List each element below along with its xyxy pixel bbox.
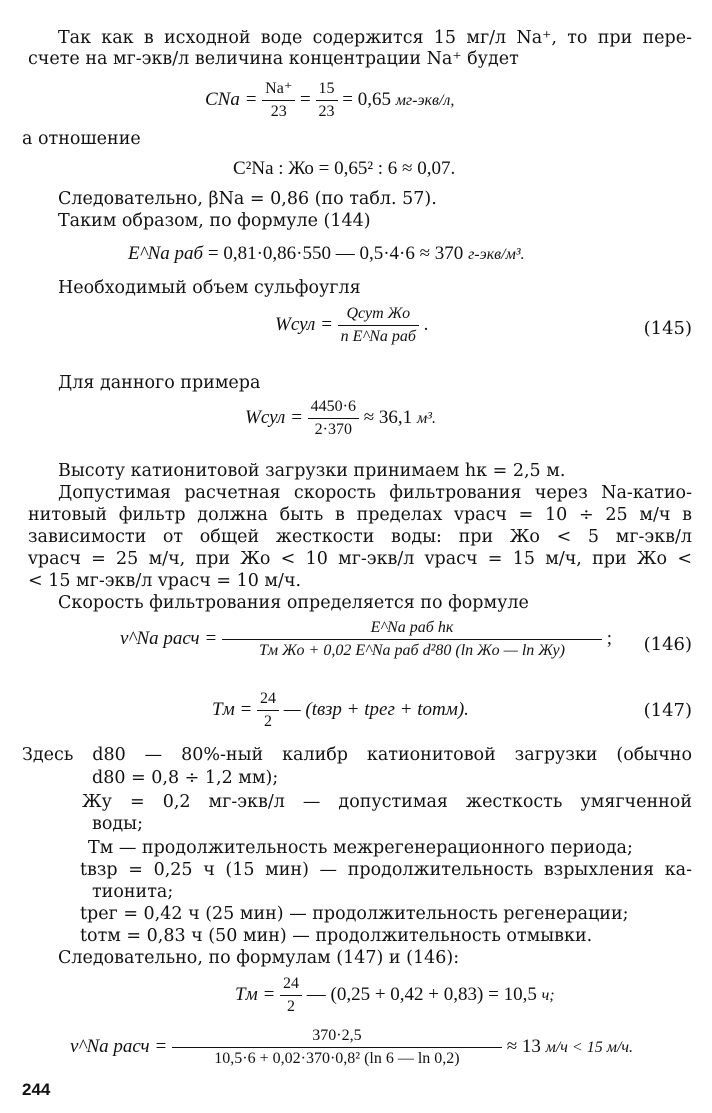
fraction: $\frac{4450\cdot 6}{2\cdot 370}$ <box>308 396 359 441</box>
formula-concentration: CNa = $\frac{Na^+}{23}$ = $\frac{15}{23}$ = 0,65 мг-экв/л, <box>205 78 454 123</box>
formula-volume: Wсул = $\frac{4450\cdot 6}{2\cdot 370}$ ≈ 36,1 м³. <box>245 396 436 441</box>
text-line: Tм — продолжительность межрегенерационного периода; <box>88 838 633 858</box>
text-line: зависимости от общей жесткости воды: при Жо < 5 мг-экв/л <box>28 527 692 547</box>
equation-number: (145) <box>643 318 692 339</box>
text-line: vрасч = 25 м/ч, при Жо < 10 мг-экв/л vрасч = 15 м/ч, при Жо < <box>28 549 692 569</box>
text-line: а отношение <box>22 129 141 149</box>
text-line: Так как в исходной воде содержится 15 мг/л Na⁺, то при пере- <box>58 28 692 48</box>
text-line: Таким образом, по формуле (144) <box>58 211 371 231</box>
text-line: счете на мг-экв/л величина концентрации Na⁺ будет <box>28 49 519 69</box>
equation-number: (147) <box>643 700 692 721</box>
fraction: $\frac{15}{23}$ <box>316 78 338 123</box>
text-line: тионита; <box>92 882 174 902</box>
text-line: Следовательно, по формулам (147) и (146): <box>58 948 460 968</box>
formula-145: Wсул = $\frac{\text{Qсут Жо}}{\text{n E\textasciicircum{}Na раб}}$ . <box>275 303 428 348</box>
text-line: Жу = 0,2 мг-экв/л — допустимая жесткость умягченной <box>82 792 692 812</box>
text-line: Необходимый объем сульфоугля <box>58 278 361 298</box>
formula-exchange-capacity: E^Na раб = 0,81·0,86·550 — 0,5·4·6 ≈ 370 г-экв/м³. <box>128 243 525 264</box>
text-line: Для данного примера <box>58 373 261 393</box>
fraction: $\frac{\text{Qсут Жо}}{\text{n E\textasciicircum{}Na раб}}$ <box>338 303 419 348</box>
text-line: tрег = 0,42 ч (25 мин) — продолжительность регенерации; <box>80 904 629 924</box>
text-line: d80 = 0,8 ÷ 1,2 мм); <box>92 768 279 788</box>
text-line: tотм = 0,83 ч (50 мин) — продолжительность отмывки. <box>80 926 593 946</box>
text-line: tвзр = 0,25 ч (15 мин) — продолжительность взрыхления ка- <box>80 860 692 880</box>
text-line: Высоту катионитовой загрузки принимаем hк = 2,5 м. <box>58 461 566 481</box>
equation-number: (146) <box>643 634 692 655</box>
text-line: Допустимая расчетная скорость фильтрования через Na-катио- <box>58 483 692 503</box>
fraction: $\frac{24}{2}$ <box>280 973 302 1018</box>
text-line: < 15 мг-экв/л vрасч = 10 м/ч. <box>28 571 302 591</box>
formula-lhs: CNa = <box>205 88 258 110</box>
text-line: Скорость фильтрования определяется по формуле <box>58 593 529 613</box>
formula-146: v^Na расч = $\frac{\text{E\textasciicircum{}Na раб hк}}{\text{Tм Жо + 0,02 E\textasciicircum{}Na раб d²80 (ln Жо — ln Жу)}}$ ; <box>120 617 612 662</box>
formula-period-calc: Tм = $\frac{24}{2}$ — (0,25 + 0,42 + 0,83) = 10,5 ч; <box>235 973 555 1018</box>
formula-speed-calc: v^Na расч = $\frac{370\cdot 2,5}{\text{10,5·6 + 0,02·370·0,8² (ln 6 — ln 0,2)}}$ ≈ 13 м/ч < 15 м/ч. <box>70 1025 633 1070</box>
fraction: $\frac{24}{2}$ <box>257 688 279 733</box>
formula-147: Tм = $\frac{24}{2}$ — (tвзр + tрег + tотм). <box>212 688 469 733</box>
text-line: воды; <box>92 814 143 834</box>
text-line: Здесь d80 — 80%-ный калибр катионитовой загрузки (обычно <box>22 745 692 765</box>
fraction: $\frac{\text{E\textasciicircum{}Na раб hк}}{\text{Tм Жо + 0,02 E\textasciicircum{}Na раб d²80 (ln Жо — ln Жу)}}$ <box>222 617 602 662</box>
fraction: $\frac{Na^+}{23}$ <box>262 78 295 123</box>
text-line: Следовательно, βNa = 0,86 (по табл. 57). <box>58 189 437 209</box>
formula-ratio: C²Na : Жо = 0,65² : 6 ≈ 0,07. <box>233 158 456 179</box>
page-number: 244 <box>22 1080 51 1099</box>
fraction: $\frac{370\cdot 2,5}{\text{10,5·6 + 0,02·370·0,8² (ln 6 — ln 0,2)}}$ <box>172 1025 502 1070</box>
text-line: нитовый фильтр должна быть в пределах vрасч = 10 ÷ 25 м/ч в <box>28 505 692 525</box>
